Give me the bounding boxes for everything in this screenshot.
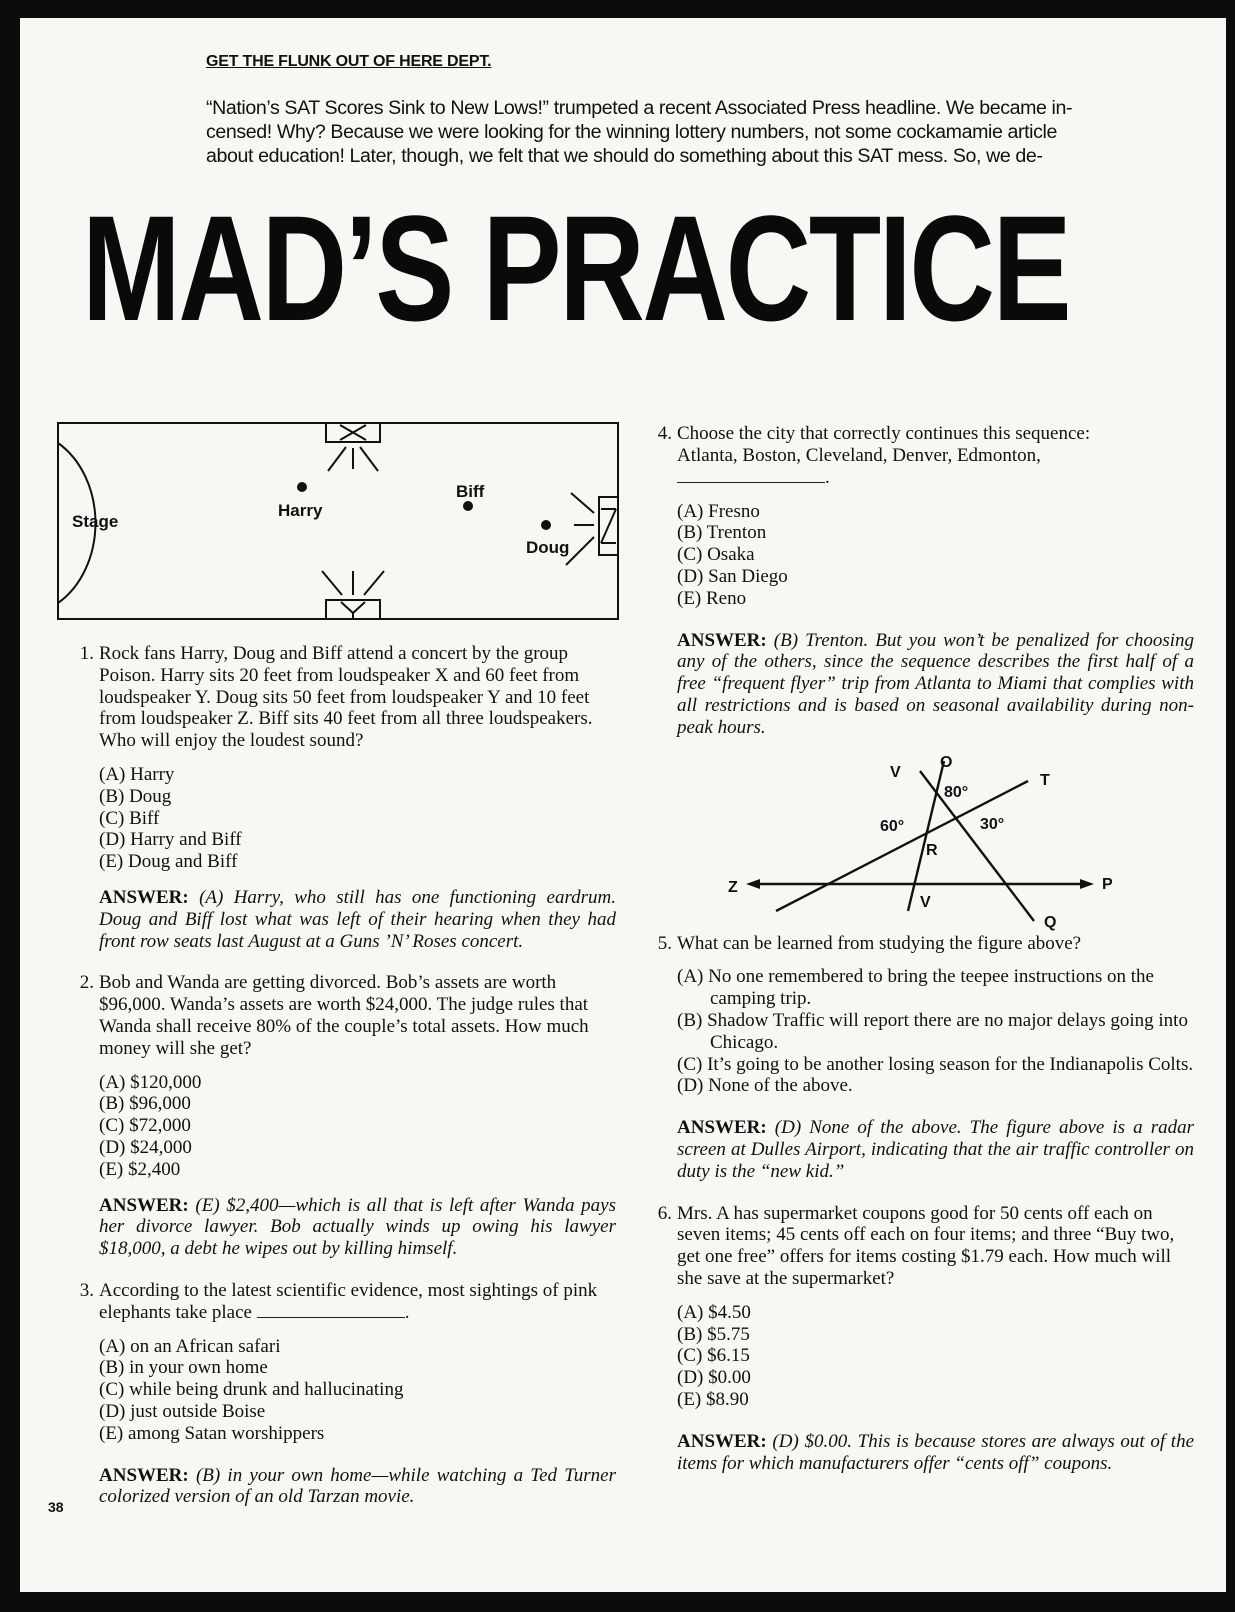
option: (A) on an African safari xyxy=(99,1335,281,1357)
answer-blank xyxy=(257,1317,405,1318)
answer-text: (B) Trenton. But you won’t be penalized for choosing any of the others, since the sequence describes the first half of a free “frequent flyer” trip from Atlanta to Miami that complies with all restrictions and is based on seasonal availability during non-peak hours. xyxy=(677,629,1195,738)
option: (A) $4.50 xyxy=(677,1301,751,1323)
intro-line: about education! Later, though, we felt that we should do something about this SAT mess. So, we de- xyxy=(206,145,1043,167)
answer-label: ANSWER: xyxy=(677,629,767,651)
page-number: 38 xyxy=(48,1499,64,1515)
intro-line: “Nation’s SAT Scores Sink to New Lows!” trumpeted a recent Associated Press headline. We became in- xyxy=(206,97,1073,119)
question-number: 5. xyxy=(657,932,672,954)
answer-label: ANSWER: xyxy=(677,1430,767,1452)
arrowhead-z xyxy=(746,879,760,889)
option: (B) in your own home xyxy=(99,1357,268,1379)
options-list xyxy=(677,966,1194,1097)
answer-3 xyxy=(99,1465,616,1509)
label-v-top: V xyxy=(890,763,901,781)
option: (E) among Satan worshippers xyxy=(99,1422,325,1444)
option: (B) Doug xyxy=(99,785,172,807)
question-text: Bob and Wanda are getting divorced. Bob’s assets are worth $96,000. Wanda’s assets are worth $24,000. The judge rules that Wanda shall receive 80% of the couple’s total assets. How much money will she get? xyxy=(99,972,589,1059)
answer-label: ANSWER: xyxy=(99,1464,189,1486)
doug-label: Doug xyxy=(526,538,570,557)
question-text: What can be learned from studying the figure above? xyxy=(677,932,1082,954)
options-list xyxy=(677,1302,1194,1411)
option: (A) Harry xyxy=(99,763,175,785)
option: (C) $72,000 xyxy=(99,1115,191,1137)
question-text-end: . xyxy=(825,466,830,488)
answer-1 xyxy=(99,887,616,952)
option: (D) $24,000 xyxy=(99,1136,192,1158)
label-z: Z xyxy=(728,878,738,896)
option: (A) No one remembered to bring the teepee instructions on the camping trip. xyxy=(677,966,1154,1010)
arrowhead-p xyxy=(1080,879,1094,889)
question-text-end: . xyxy=(404,1301,410,1323)
question-2 xyxy=(56,972,616,1059)
label-q: Q xyxy=(1044,913,1057,931)
question-text: Choose the city that correctly continues this sequence: xyxy=(677,423,1091,444)
headline: MAD’S PRACTICE xyxy=(82,184,1070,352)
harry-seat-dot xyxy=(297,482,307,492)
option: (D) just outside Boise xyxy=(99,1400,266,1422)
question-1 xyxy=(56,643,616,752)
option: (C) Biff xyxy=(99,807,160,829)
question-number: 4. xyxy=(657,423,672,444)
option: (E) $8.90 xyxy=(677,1388,749,1410)
answer-text: (D) $0.00. This is because stores are always out of the items for which manufacturers offer “cents off” coupons. xyxy=(677,1430,1195,1474)
options-list xyxy=(677,501,1194,610)
answer-text: (E) $2,400—which is all that is left after Wanda pays her divorce lawyer. Bob actually winds up owing his lawyer $18,000, a debt he wipes out by killing himself. xyxy=(99,1194,616,1260)
option: (A) Fresno xyxy=(677,500,760,522)
stage-label: Stage xyxy=(72,512,119,531)
line-t xyxy=(776,781,1028,911)
biff-seat-dot xyxy=(463,501,473,511)
question-4 xyxy=(634,423,1194,489)
option: (C) while being drunk and hallucinating xyxy=(99,1379,404,1401)
magazine-page xyxy=(20,18,1226,1592)
label-v-bottom: V xyxy=(920,893,931,911)
intro-line: censed! Why? Because we were looking for the winning lottery numbers, not some cockamamie article xyxy=(206,121,1057,143)
question-number: 2. xyxy=(79,972,94,994)
option: (C) Osaka xyxy=(677,544,755,566)
question-number: 1. xyxy=(79,643,94,664)
question-5 xyxy=(634,933,1194,955)
label-angle-30: 30° xyxy=(980,815,1005,833)
question-number: 3. xyxy=(79,1279,94,1301)
radar-line-figure xyxy=(680,751,1140,931)
concert-hall-diagram xyxy=(56,421,622,625)
question-number: 6. xyxy=(657,1202,672,1224)
label-angle-60: 60° xyxy=(880,817,905,835)
answer-text: (D) None of the above. The figure above is a radar screen at Dulles Airport, indicating that the air traffic controller on duty is the “new kid.” xyxy=(677,1117,1194,1182)
option: (B) Shadow Traffic will report there are no major delays going into Chicago. xyxy=(677,1009,1188,1053)
question-text: Rock fans Harry, Doug and Biff attend a concert by the group Poison. Harry sits 20 feet from loudspeaker X and 60 feet from loudspeaker Y. Doug sits 50 feet from loudspeaker Y and 10 feet from loudspeaker Z. Biff sits 40 feet from all three loudspeakers. Who will enjoy the loudest sound? xyxy=(99,643,593,752)
question-text: Atlanta, Boston, Cleveland, Denver, Edmonton, xyxy=(677,444,1041,466)
label-t: T xyxy=(1040,771,1050,789)
answer-5 xyxy=(677,1117,1194,1182)
answer-label: ANSWER: xyxy=(99,886,189,908)
label-o: O xyxy=(940,753,953,771)
option: (A) $120,000 xyxy=(99,1071,202,1093)
option: (C) $6.15 xyxy=(677,1345,750,1367)
option: (D) None of the above. xyxy=(677,1075,853,1097)
option: (C) It’s going to be another losing season for the Indianapolis Colts. xyxy=(677,1053,1194,1075)
answer-4 xyxy=(677,630,1194,739)
option: (D) San Diego xyxy=(677,565,788,587)
question-text: Mrs. A has supermarket coupons good for 50 cents off each on seven items; 45 cents off each on four items; and three “Buy two, get one free” offers for items costing $1.79 each. How much will she save at the supermarket? xyxy=(677,1202,1175,1289)
option: (B) $5.75 xyxy=(677,1323,750,1345)
label-angle-80: 80° xyxy=(944,783,969,801)
line-v xyxy=(908,761,944,911)
intro-paragraph xyxy=(206,96,1180,168)
answer-label: ANSWER: xyxy=(99,1194,189,1216)
answer-6 xyxy=(677,1431,1194,1475)
label-p: P xyxy=(1102,875,1113,893)
left-column xyxy=(56,643,616,1508)
option: (E) $2,400 xyxy=(99,1158,181,1180)
question-text: According to the latest scientific evidence, most sightings of pink elephants take place xyxy=(99,1279,598,1323)
harry-label: Harry xyxy=(278,501,323,520)
question-3 xyxy=(56,1280,616,1324)
option: (E) Doug and Biff xyxy=(99,851,238,873)
options-list xyxy=(99,1336,616,1445)
question-6 xyxy=(634,1203,1194,1290)
answer-blank xyxy=(677,468,825,483)
option: (D) $0.00 xyxy=(677,1367,751,1389)
options-list xyxy=(99,764,616,873)
options-list xyxy=(99,1072,616,1181)
answer-label: ANSWER: xyxy=(677,1117,767,1139)
option: (B) Trenton xyxy=(677,522,767,544)
biff-label: Biff xyxy=(456,482,485,501)
option: (E) Reno xyxy=(677,587,747,609)
answer-2 xyxy=(99,1195,616,1260)
doug-seat-dot xyxy=(541,520,551,530)
option: (D) Harry and Biff xyxy=(99,829,242,851)
right-column xyxy=(634,423,1194,1474)
answer-text: (B) in your own home—while watching a Ted Turner colorized version of an old Tarzan movie. xyxy=(99,1464,617,1508)
label-r: R xyxy=(926,841,938,859)
option: (B) $96,000 xyxy=(99,1093,191,1115)
answer-text: (A) Harry, who still has one functioning eardrum. Doug and Biff lost what was left of their hearing when they had front row seats last August at a Guns ’N’ Roses concert. xyxy=(99,886,617,952)
department-line: GET THE FLUNK OUT OF HERE DEPT. xyxy=(206,53,492,70)
